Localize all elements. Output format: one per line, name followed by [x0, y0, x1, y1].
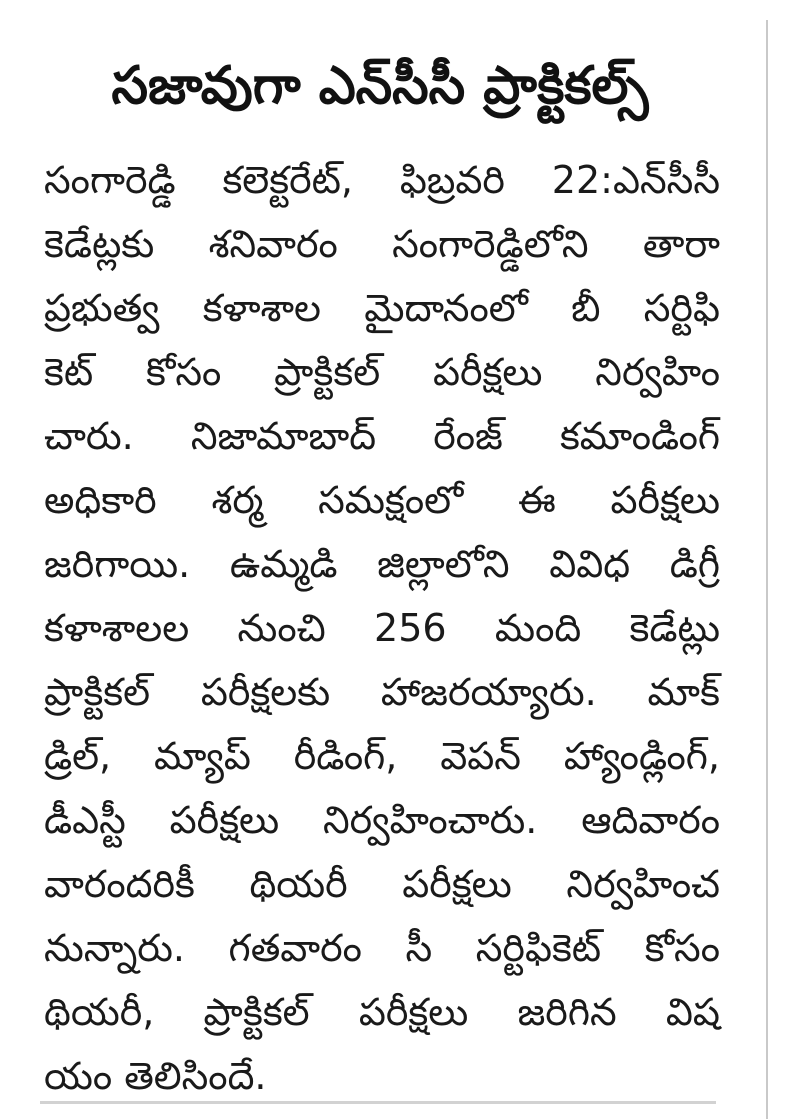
body-line: ప్రాక్టికల్ పరీక్షలకు హాజరయ్యారు. మాక్	[44, 670, 720, 714]
body-line: కెడేట్లకు శనివారం సంగారెడ్డిలోని తారా	[44, 222, 720, 266]
body-line: చారు. నిజామాబాద్ రేంజ్ కమాండింగ్	[44, 414, 720, 458]
body-line: నున్నారు. గతవారం సీ సర్టిఫికెట్ కోసం	[44, 926, 720, 970]
body-line: డ్రిల్, మ్యాప్ రీడింగ్, వెపన్ హ్యాండ్లింగ్,	[44, 734, 720, 778]
body-line: కెట్ కోసం ప్రాక్టికల్ పరీక్షలు నిర్వహిం	[44, 350, 720, 394]
body-line: థియరీ, ప్రాక్టికల్ పరీక్షలు జరిగిన విష	[44, 990, 720, 1034]
body-line: జరిగాయి. ఉమ్మడి జిల్లాలోని వివిధ డిగ్రీ	[44, 542, 720, 586]
headline: సజావుగా ఎన్‌సీసీ ప్రాక్టికల్స్	[111, 56, 649, 116]
column-divider	[766, 20, 768, 1119]
body-line: ప్రభుత్వ కళాశాల మైదానంలో బీ సర్టిఫి	[44, 286, 720, 330]
body-line: అధికారి శర్మ సమక్షంలో ఈ పరీక్షలు	[44, 478, 720, 522]
article-body	[44, 148, 720, 1108]
bottom-divider	[40, 1101, 716, 1104]
body-line: వారందరికీ థియరీ పరీక్షలు నిర్వహించ	[44, 862, 720, 906]
body-line: యం తెలిసిందే.	[44, 1054, 267, 1098]
body-line: కళాశాలల నుంచి 256 మంది కెడేట్లు	[44, 606, 720, 650]
body-line: డీఎస్టీ పరీక్షలు నిర్వహించారు. ఆదివారం	[44, 798, 720, 842]
body-line: సంగారెడ్డి కలెక్టరేట్, ఫిబ్రవరి 22:ఎన్‌సీసీ	[44, 158, 720, 202]
